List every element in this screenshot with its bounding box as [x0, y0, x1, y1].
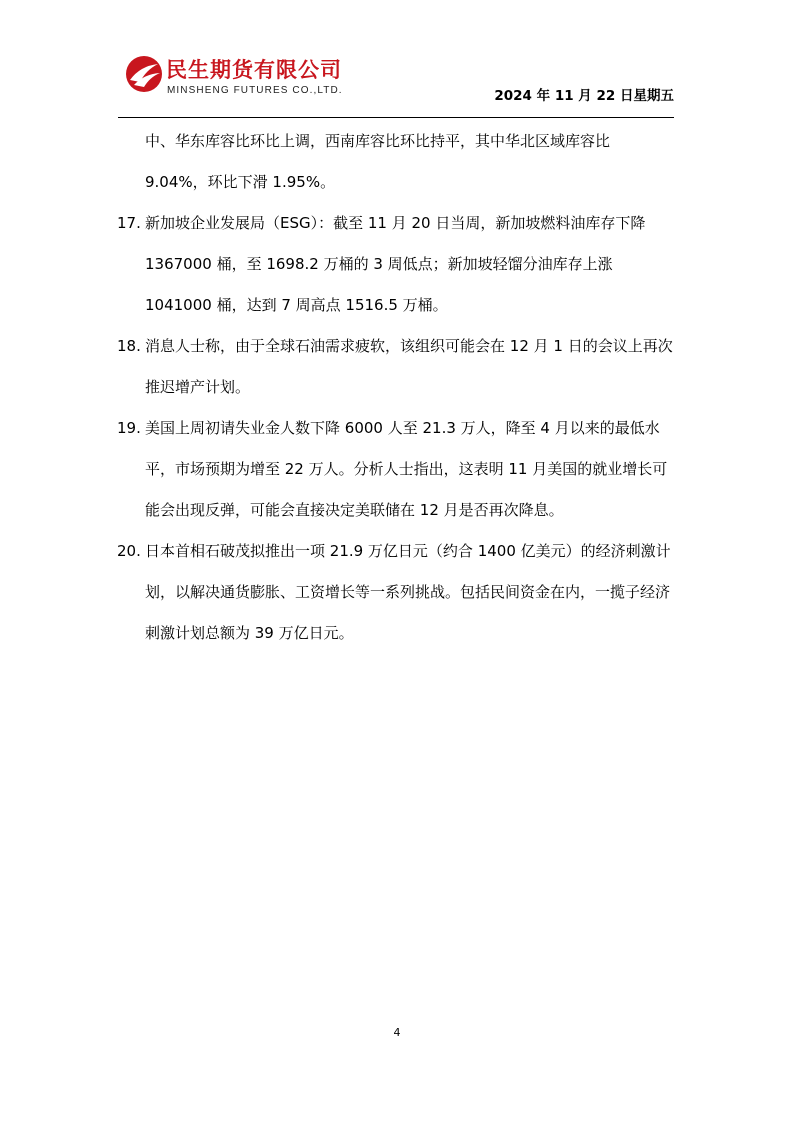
company-logo [124, 54, 364, 102]
list-item-number: 19. [117, 419, 141, 437]
page-number: 4 [393, 1026, 401, 1039]
list-item-text: 美国上周初请失业金人数下降 6000 人至 21.3 万人，降至 4 月以来的最低水平，市场预期为增至 22 万人。分析人士指出，这表明 11 月美国的就业增长可能会出现反弹，可能会直接决定美联储在 12 月是否再次降息。 [145, 419, 668, 519]
list-item [117, 531, 677, 654]
list-item [117, 203, 677, 326]
page-header [0, 0, 794, 120]
list-item [117, 326, 677, 408]
list-item-number: 17. [117, 214, 141, 232]
company-name-en: MINSHENG FUTURES CO.,LTD. [167, 85, 343, 96]
report-date: 2024 年 11 月 22 日星期五 [494, 88, 674, 104]
list-item [117, 408, 677, 531]
list-item-text: 新加坡企业发展局（ESG）：截至 11 月 20 日当周，新加坡燃料油库存下降 1367000 桶，至 1698.2 万桶的 3 周低点；新加坡轻馏分油库存上涨 1041000 桶，达到 7 周高点 1516.5 万桶。 [145, 214, 646, 314]
minsheng-logo-icon [124, 54, 164, 94]
continuation-paragraph: 中、华东库容比环比上调，西南库容比环比持平，其中华北区域库容比 9.04%，环比下滑 1.95%。 [145, 132, 611, 191]
company-name-cn: 民生期货有限公司 [166, 58, 342, 82]
page-body [117, 121, 677, 654]
list-item-text: 日本首相石破茂拟推出一项 21.9 万亿日元（约合 1400 亿美元）的经济刺激计划，以解决通货膨胀、工资增长等一系列挑战。包括民间资金在内，一揽子经济刺激计划总额为 39 万亿日元。 [145, 542, 671, 642]
list-item-number: 20. [117, 542, 141, 560]
list-item-text: 消息人士称，由于全球石油需求疲软，该组织可能会在 12 月 1 日的会议上再次推迟增产计划。 [145, 337, 673, 396]
header-divider [118, 117, 674, 118]
list-item-number: 18. [117, 337, 141, 355]
